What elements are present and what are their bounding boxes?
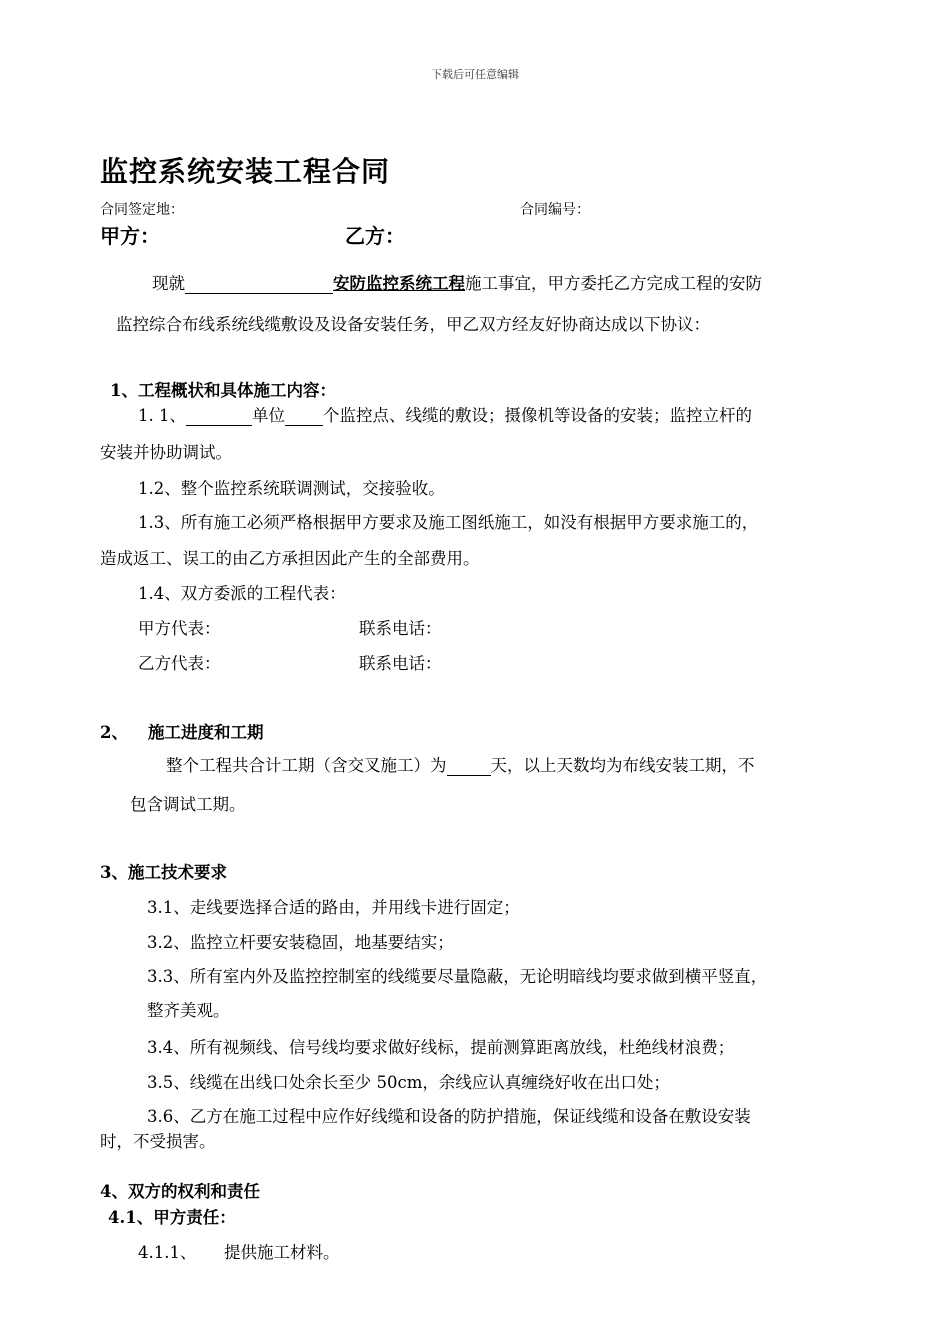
rep-a-phone-label: 联系电话： <box>359 619 442 638</box>
days-blank <box>447 757 491 776</box>
page-header-note: 下载后可任意编辑 <box>431 68 519 81</box>
intro-project-name: 安防监控系统工程 <box>333 274 465 293</box>
count-blank <box>285 407 323 426</box>
intro-line-1 <box>152 270 762 294</box>
section-1-item-1-cont: 安装并协助调试。 <box>100 443 232 462</box>
section-4-item-1-1-number: 4.1.1、 <box>138 1243 197 1262</box>
section-3-item-4: 3.4、所有视频线、信号线均要求做好线标，提前测算距离放线，杜绝线材浪费； <box>147 1038 735 1057</box>
item-1-1-rest: 个监控点、线缆的敷设；摄像机等设备的安装；监控立杆的 <box>323 406 752 425</box>
unit-blank <box>186 407 252 426</box>
section-3-item-6: 3.6、乙方在施工过程中应作好线缆和设备的防护措施，保证线缆和设备在敷设安装 <box>147 1107 751 1126</box>
intro-blank <box>185 275 333 294</box>
rep-a-label: 甲方代表： <box>138 619 221 638</box>
section-2-heading: 施工进度和工期 <box>148 723 264 742</box>
document-title: 监控系统安装工程合同 <box>100 155 391 188</box>
rep-b-phone-label: 联系电话： <box>359 654 442 673</box>
section-1-item-3-cont: 造成返工、误工的由乙方承担因此产生的全部费用。 <box>100 549 480 568</box>
section-1-item-1 <box>138 402 752 426</box>
section-4-1-heading: 4.1、甲方责任： <box>108 1208 236 1227</box>
intro-rest: 施工事宜，甲方委托乙方完成工程的安防 <box>465 274 762 293</box>
item-1-1-unit: 单位 <box>252 406 285 425</box>
section-3-item-5: 3.5、线缆在出线口处余长至少 50cm，余线应认真缠绕好收在出口处； <box>147 1073 670 1092</box>
contract-number-label: 合同编号： <box>520 202 590 218</box>
section-4-heading: 4、双方的权利和责任 <box>100 1182 260 1201</box>
section-2-paragraph-line-2: 包含调试工期。 <box>130 795 246 814</box>
party-b-label: 乙方： <box>345 224 405 248</box>
section-3-item-2: 3.2、监控立杆要安装稳固，地基要结实； <box>147 933 454 952</box>
section-3-item-3: 3.3、所有室内外及监控控制室的线缆要尽量隐蔽，无论明暗线均要求做到横平竖直， <box>147 967 768 986</box>
section-4-item-1-1-text: 提供施工材料。 <box>224 1243 340 1262</box>
rep-b-label: 乙方代表： <box>138 654 221 673</box>
period-rest: 天，以上天数均为布线安装工期，不 <box>490 756 755 775</box>
section-3-item-1: 3.1、走线要选择合适的路由，并用线卡进行固定； <box>147 898 520 917</box>
section-3-heading: 3、施工技术要求 <box>100 863 227 882</box>
sign-place-label: 合同签定地： <box>100 202 184 218</box>
section-1-item-2: 1.2、整个监控系统联调测试，交接验收。 <box>138 479 445 498</box>
party-a-label: 甲方： <box>100 224 160 248</box>
section-3-item-3-cont: 整齐美观。 <box>147 1001 230 1020</box>
section-1-heading: 1、工程概状和具体施工内容： <box>110 381 336 400</box>
item-1-1-number: 1. 1、 <box>138 406 186 425</box>
section-3-item-6-cont: 时，不受损害。 <box>100 1132 216 1151</box>
section-2-number: 2、 <box>100 723 128 742</box>
period-prefix: 整个工程共合计工期（含交叉施工）为 <box>166 756 447 775</box>
section-2-paragraph-line-1 <box>166 752 755 776</box>
intro-prefix: 现就 <box>152 274 185 293</box>
section-1-item-3: 1.3、所有施工必须严格根据甲方要求及施工图纸施工，如没有根据甲方要求施工的， <box>138 513 759 532</box>
intro-line-2: 监控综合布线系统线缆敷设及设备安装任务，甲乙双方经友好协商达成以下协议： <box>116 315 710 334</box>
section-1-item-4: 1.4、双方委派的工程代表： <box>138 584 346 603</box>
